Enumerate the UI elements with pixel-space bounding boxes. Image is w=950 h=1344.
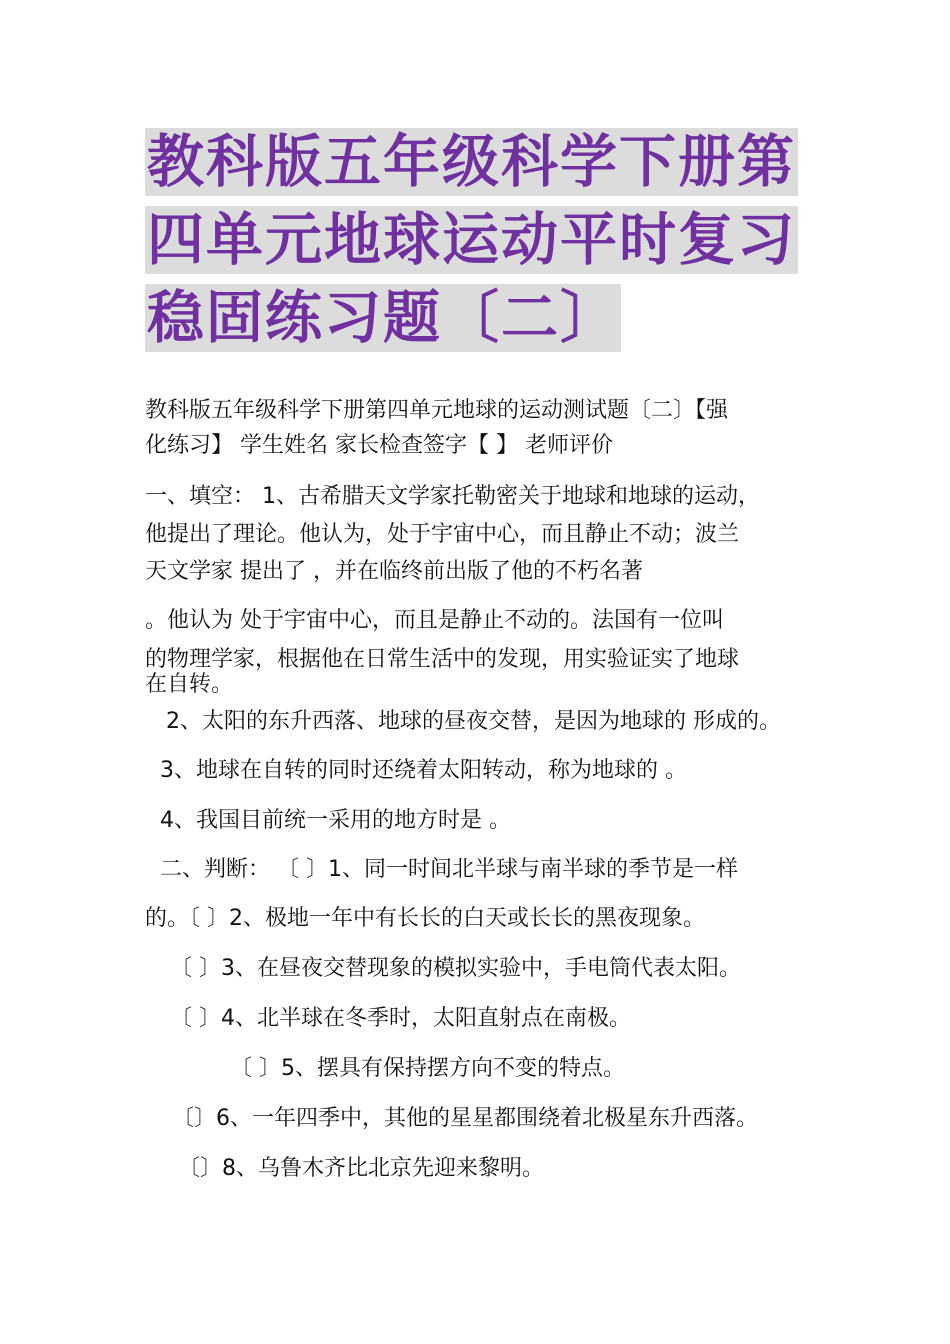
title-text-2: 四单元地球运动平时复习 <box>147 207 796 273</box>
body-line-13: 的。〔 〕2、极地一年中有长长的白天或长长的黑夜现象。 <box>145 906 705 931</box>
body-line-2: 化练习】 学生姓名 家长检查签字【 】 老师评价 <box>145 433 613 458</box>
body-line-15: 〔 〕4、北半球在冬季时，太阳直射点在南极。 <box>170 1006 631 1031</box>
body-line-14: 〔 〕3、在昼夜交替现象的模拟实验中，手电筒代表太阳。 <box>170 956 741 981</box>
body-line-10: 3、地球在自转的同时还绕着太阳转动，称为地球的 。 <box>160 758 687 783</box>
body-line-16: 〔 〕5、摆具有保持摆方向不变的特点。 <box>230 1056 625 1081</box>
title-line-1 <box>145 128 825 206</box>
body-line-3: 一、填空： 1、古希腊天文学家托勒密关于地球和地球的运动， <box>145 484 760 509</box>
body-line-5: 天文学家 提出了 ，并在临终前出版了他的不朽名著 <box>145 559 643 584</box>
body-line-8: 在自转。 <box>145 672 234 697</box>
body-line-7: 的物理学家，根据他在日常生活中的发现，用实验证实了地球 <box>145 647 740 672</box>
body-line-12: 二、判断： 〔 〕1、同一时间北半球与南半球的季节是一样 <box>160 857 738 882</box>
title-text-3: 稳固练习题〔二〕 <box>147 285 619 351</box>
title-line-3 <box>145 284 825 362</box>
body-line-4: 他提出了理论。他认为，处于宇宙中心，而且静止不动；波兰 <box>145 522 740 547</box>
body-line-1: 教科版五年级科学下册第四单元地球的运动测试题〔二〕【强 <box>145 398 729 423</box>
body-line-18: 〔〕8、乌鲁木齐比北京先迎来黎明。 <box>178 1156 544 1181</box>
title-text-1: 教科版五年级科学下册第 <box>147 129 796 195</box>
document-title <box>145 128 825 362</box>
body-line-11: 4、我国目前统一采用的地方时是 。 <box>160 808 511 833</box>
body-line-6: 。他认为 处于宇宙中心，而且是静止不动的。法国有一位叫 <box>145 608 724 633</box>
body-line-9: 2、太阳的东升西落、地球的昼夜交替，是因为地球的 形成的。 <box>166 709 781 734</box>
body-line-17: 〔〕6、一年四季中，其他的星星都围绕着北极星东升西落。 <box>172 1106 758 1131</box>
title-line-2 <box>145 206 825 284</box>
